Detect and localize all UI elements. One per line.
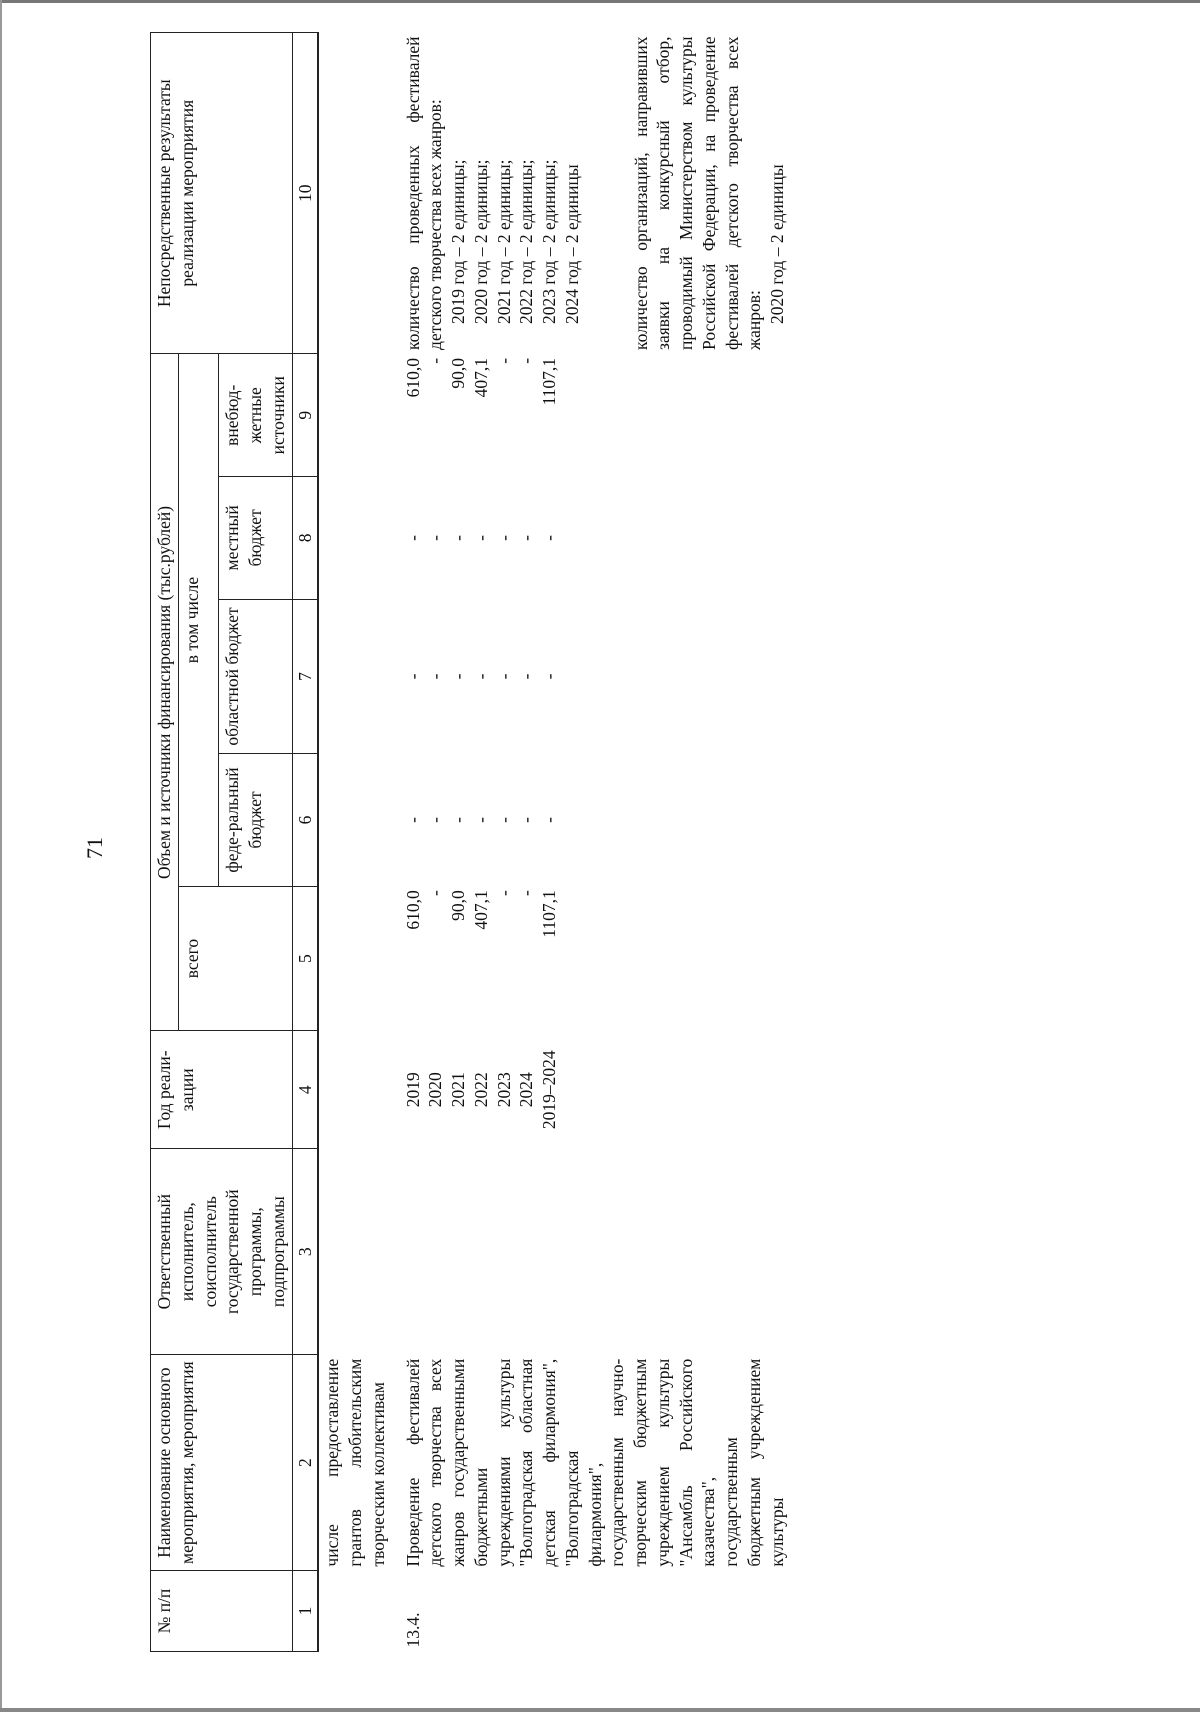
- regional-value: -: [470, 673, 491, 680]
- column-numbers-row: [292, 33, 318, 1652]
- local-value: -: [539, 534, 559, 541]
- header-results: Непосредственные результаты реализации мероприятия: [151, 33, 293, 354]
- regional-value: -: [402, 673, 423, 680]
- row-regional: [400, 599, 791, 754]
- regional-value: -: [493, 673, 514, 680]
- col-number: 7: [292, 599, 318, 754]
- row-number: 13.4.: [402, 1612, 423, 1648]
- result-1-text: количество проведенных фестивалей детского творчества всех жанров:: [402, 36, 446, 350]
- row-results: [400, 33, 791, 354]
- header-name: Наименование основного мероприятия, мероприятия: [151, 1355, 293, 1571]
- header-executor: Ответственный исполнитель, соисполнитель государственной программы, подпрограммы: [151, 1149, 293, 1355]
- result-1-item: 2020 год – 2 единицы;: [470, 159, 491, 324]
- local-value: -: [425, 534, 446, 541]
- total-value: 407,1: [470, 890, 491, 930]
- offbudget-value: -: [425, 357, 446, 364]
- year-value: 2022: [470, 1072, 491, 1108]
- regional-value: -: [448, 673, 468, 680]
- federal-value: -: [448, 817, 468, 823]
- header-year: Год реали-зации: [151, 1031, 293, 1149]
- offbudget-value: 1107,1: [539, 357, 559, 406]
- row-federal: [400, 754, 791, 886]
- regional-value: -: [516, 673, 537, 680]
- continuation-row: [318, 33, 391, 1652]
- offbudget-value: 90,0: [448, 357, 468, 389]
- result-2-item: 2020 год – 2 единицы: [767, 164, 787, 324]
- col-number: 6: [292, 754, 318, 886]
- local-value: -: [516, 534, 537, 541]
- table-row: [400, 33, 791, 1652]
- year-value: 2021: [448, 1072, 468, 1108]
- federal-value: -: [402, 817, 423, 823]
- total-value: 610,0: [402, 890, 423, 930]
- total-value: -: [493, 890, 514, 897]
- result-1-item: 2024 год – 2 единицы: [561, 164, 582, 324]
- offbudget-value: -: [493, 357, 514, 364]
- offbudget-value: 610,0: [402, 357, 423, 398]
- year-value: 2019–2024: [539, 1050, 559, 1130]
- row-executor: [400, 1149, 791, 1355]
- row-local: [400, 477, 791, 600]
- federal-value: -: [425, 817, 446, 823]
- header-total: всего: [178, 886, 292, 1031]
- row-name: Проведение фестивалей детского творчества всех жанров государственными бюджетными учреждениями культуры "Волгоградская областная детская филармония", "Волгоградская филармония", государственным научно-творческим бюджетным учреждением культуры "Ансамбль Российского казачества", государственным бюджетным учреждением культуры: [402, 1358, 787, 1567]
- col-number: 10: [292, 33, 318, 354]
- row-offbudget: [400, 354, 791, 477]
- page-number: 71: [82, 837, 107, 859]
- total-value: 1107,1: [539, 890, 559, 938]
- row-years: [400, 1031, 791, 1149]
- local-value: -: [493, 534, 514, 541]
- col-number: 1: [292, 1571, 318, 1652]
- regional-value: -: [425, 673, 446, 680]
- header-federal: феде-ральный бюджет: [219, 754, 292, 886]
- program-table: [150, 32, 791, 1652]
- year-value: 2024: [516, 1072, 537, 1108]
- result-1-item: 2019 год – 2 единицы;: [448, 159, 468, 324]
- total-value: -: [516, 890, 537, 897]
- continuation-text: числе предоставление грантов любительским творческим коллективам: [322, 1358, 388, 1567]
- year-value: 2019: [402, 1072, 423, 1108]
- result-2-text: количество организаций, направивших заявки на конкурсный отбор, проводимый Министерством культуры Российской Федерации, на проведение фестивалей детского творчества всех жанров:: [630, 36, 765, 350]
- col-number: 4: [292, 1031, 318, 1149]
- header-local: местный бюджет: [219, 477, 292, 600]
- col-number: 2: [292, 1355, 318, 1571]
- col-number: 8: [292, 477, 318, 600]
- year-value: 2023: [493, 1072, 514, 1108]
- offbudget-value: -: [516, 357, 537, 364]
- result-1-item: 2023 год – 2 единицы;: [539, 159, 559, 324]
- federal-value: -: [539, 817, 559, 823]
- result-1-item: 2021 год – 2 единицы;: [493, 159, 514, 324]
- federal-value: -: [470, 817, 491, 823]
- header-regional: областной бюджет: [219, 599, 292, 754]
- total-value: 90,0: [448, 890, 468, 921]
- offbudget-value: 407,1: [470, 357, 491, 398]
- col-number: 3: [292, 1149, 318, 1355]
- local-value: -: [470, 534, 491, 541]
- header-offbudget: внебюд-жетные источники: [219, 354, 292, 477]
- header-finance: Объем и источники финансирования (тыс.рублей): [151, 354, 179, 1031]
- local-value: -: [448, 534, 468, 541]
- header-number: № п/п: [151, 1571, 293, 1652]
- header-in-number: в том числе: [178, 354, 219, 886]
- year-value: 2020: [425, 1072, 446, 1108]
- federal-value: -: [493, 817, 514, 823]
- federal-value: -: [516, 817, 537, 823]
- col-number: 5: [292, 886, 318, 1031]
- total-value: -: [425, 890, 446, 897]
- regional-value: -: [539, 673, 559, 680]
- local-value: -: [402, 534, 423, 541]
- row-total: [400, 886, 791, 1031]
- result-1-item: 2022 год – 2 единицы;: [516, 159, 537, 324]
- col-number: 9: [292, 354, 318, 477]
- header-row-1: [151, 33, 179, 1652]
